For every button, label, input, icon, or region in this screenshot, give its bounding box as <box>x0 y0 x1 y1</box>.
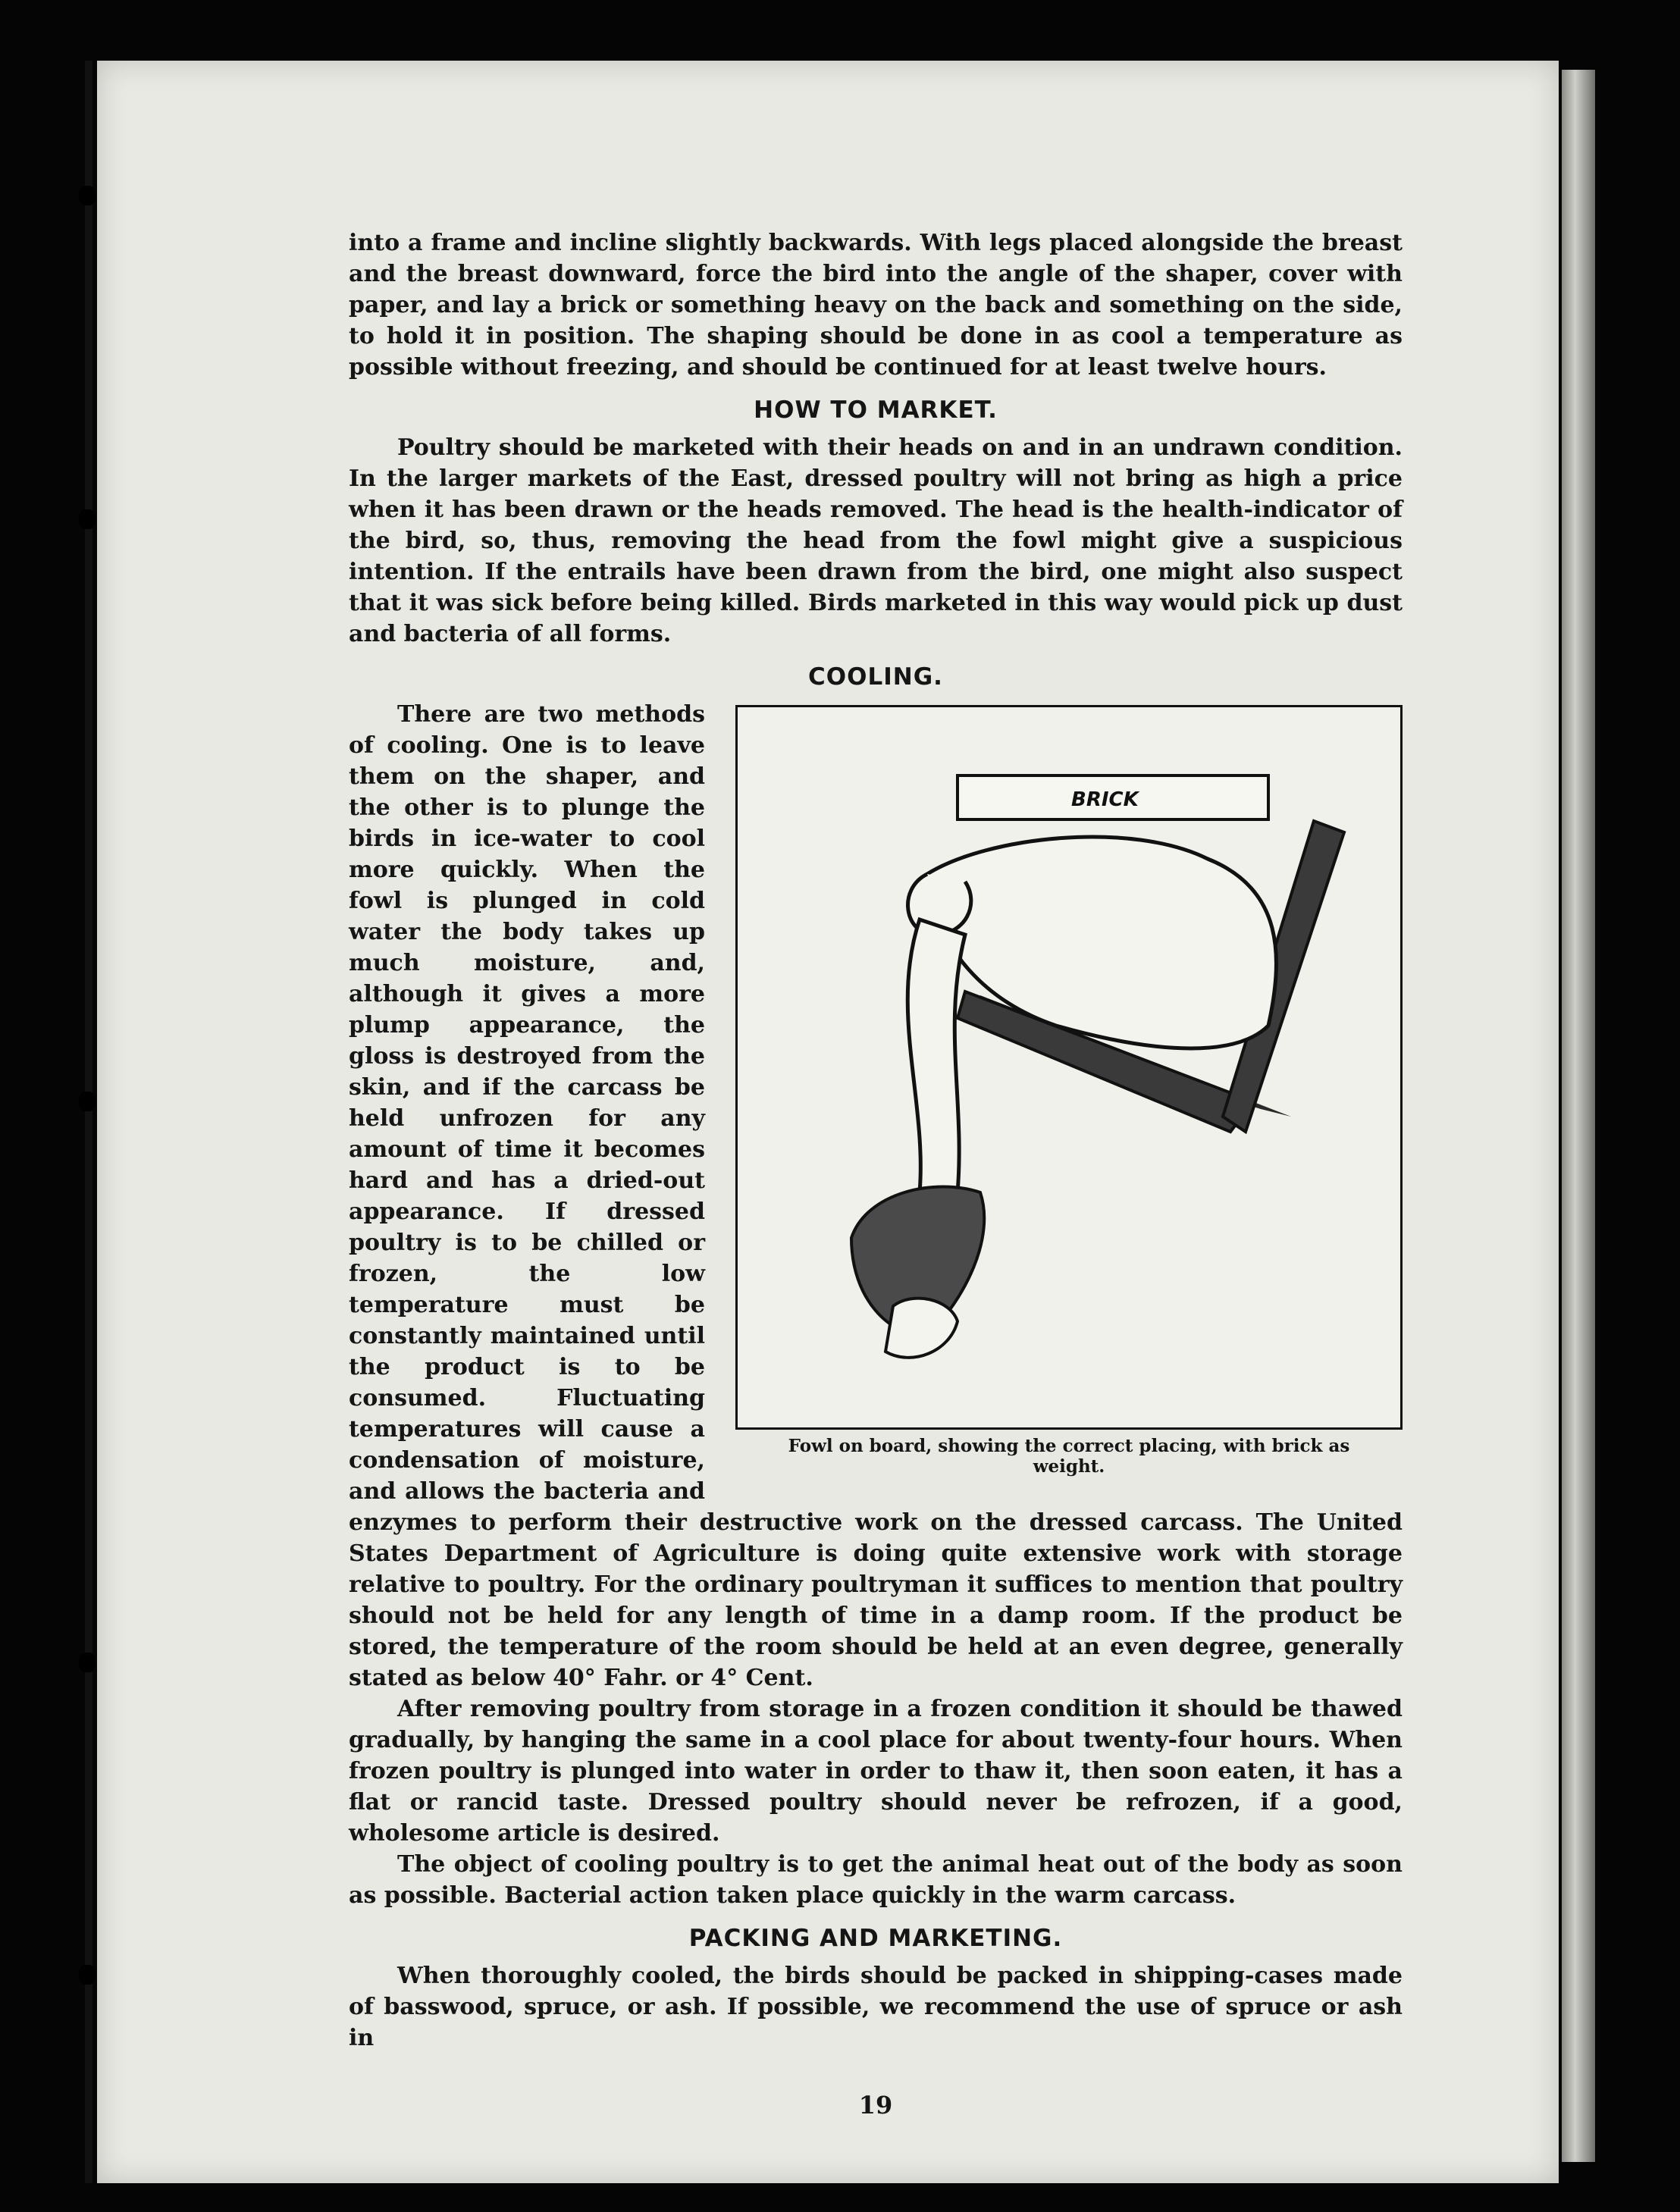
page-number: 19 <box>858 2091 893 2120</box>
figure-frame <box>735 705 1403 1430</box>
brick-label: BRICK <box>1071 788 1139 811</box>
book-spine <box>85 61 92 2183</box>
paragraph-market: Poultry should be marketed with their heads on and in an undrawn condition. In the larger markets of the East, dressed poultry will not bring as high a price when it has been drawn or the heads removed. The head is the health-indicator of the bird, so, thus, removing the head from the fowl might give a suspicious intention. If the entrails have been drawn from the bird, one might also suspect that it was sick before being killed. Birds marketed in this way would pick up dust and bacteria of all forms. <box>349 434 1403 647</box>
binding-mark <box>79 1092 96 1111</box>
fowl-figure <box>735 705 1403 1477</box>
page-content <box>349 227 1403 2121</box>
fowl-illustration <box>738 707 1400 1427</box>
paragraph-object: The object of cooling poultry is to get the animal heat out of the body as soon as possible. Bacterial action taken place quickly in the warm carcass. <box>349 1851 1403 1909</box>
figure-caption: Fowl on board, showing the correct placing, with brick as weight. <box>788 1436 1350 1477</box>
paragraph-thaw: After removing poultry from storage in a frozen condition it should be thawed gradually, by hanging the same in a cool place for about twenty-four hours. When frozen poultry is plunged into water in order to thaw it, then soon eaten, it has a flat or rancid taste. Dressed poultry should never be refrozen, if a good, wholesome article is desired. <box>349 1696 1403 1847</box>
fowl-neck <box>907 920 965 1192</box>
heading-packing: PACKING AND MARKETING. <box>688 1925 1063 1952</box>
fowl-beak <box>885 1299 958 1358</box>
paragraph-continued: into a frame and incline slightly backwards. With legs placed alongside the breast and the breast downward, force the bird into the angle of the shaper, cover with paper, and lay a brick or something heavy on the back and something on the side, to hold it in position. The shaping should be done in as cool a temperature as possible without freezing, and should be continued for at least twelve hours. <box>349 230 1403 381</box>
binding-mark <box>79 1653 96 1672</box>
heading-cooling: COOLING. <box>808 663 943 691</box>
heading-how-to-market: HOW TO MARKET. <box>754 396 998 424</box>
paragraph-packing: When thoroughly cooled, the birds should be packed in shipping-cases made of basswood, spruce, or ash. If possible, we recommend the use of spruce or ash in <box>349 1963 1403 2051</box>
page-edge <box>1562 70 1595 2162</box>
paragraph-cooling: There are two methods of cooling. One is to leave them on the shaper, and the other is to plunge the birds in ice-water to cool more quickly. When the fowl is plunged in cold water the body takes up much moisture, and, although it gives a more plump appearance, the gloss is destroyed from the skin, and if the carcass be held unfrozen for any amount of time it becomes hard and has a dried-out appearance. If dressed poultry is to be chilled or frozen, the low temperature must be constantly maintained until the product is to be consumed. Fluctuating temperatures will cause a condensation of moisture, and allows the bacteria and enzymes to perform their destructive work on the dressed carcass. The United States Department of Agriculture is doing quite extensive work with storage relative to poultry. For the ordinary poultryman it suffices to mention that poultry should not be held for any length of time in a damp room. If the product be stored, the temperature of the room should be held at an even degree, generally stated as below 40° Fahr. or 4° Cent. <box>349 701 1403 1691</box>
binding-mark <box>79 509 96 529</box>
binding-mark <box>79 186 96 205</box>
binding-mark <box>79 1965 96 1985</box>
